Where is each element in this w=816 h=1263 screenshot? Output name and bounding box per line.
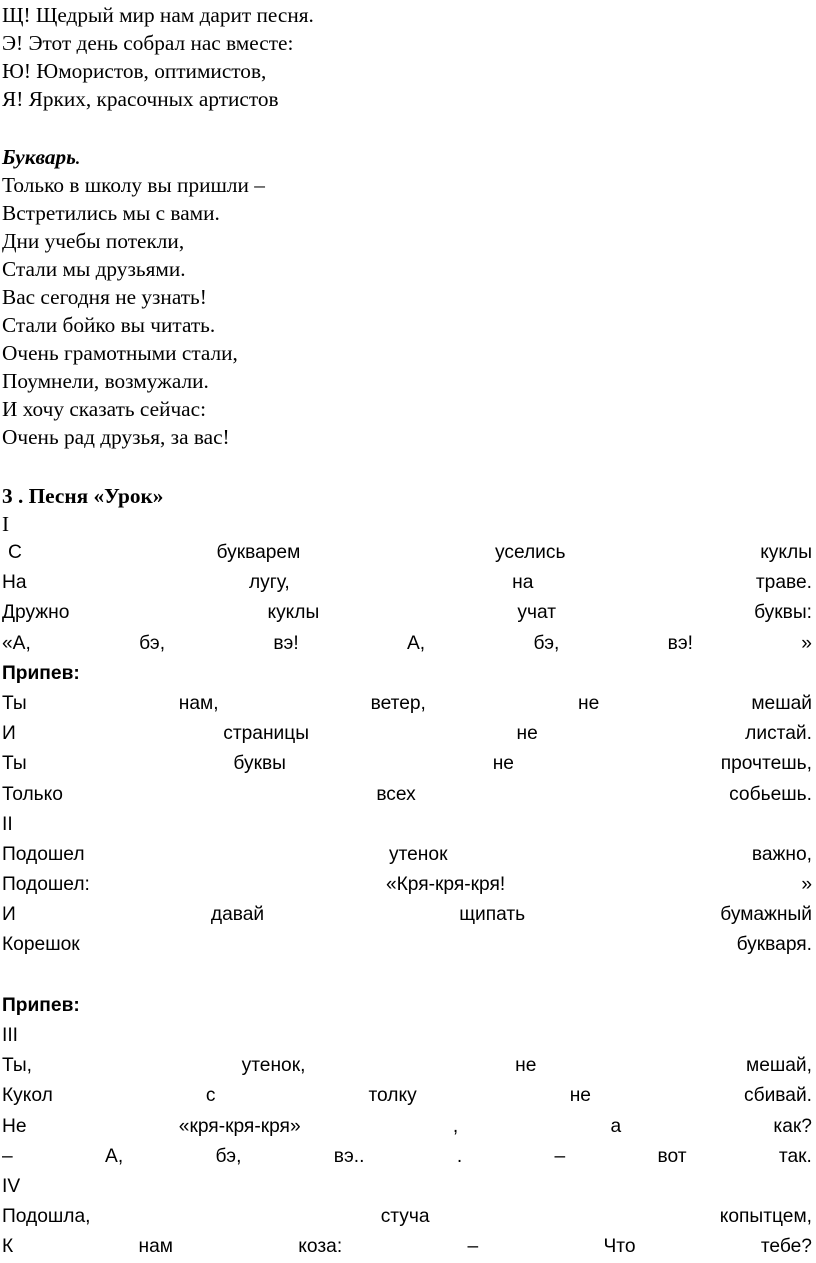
song-word: бэ, — [139, 632, 166, 654]
song-word: не — [516, 723, 538, 745]
song-word: Кукол — [2, 1085, 53, 1107]
verse-label: IV — [2, 1175, 21, 1197]
song-word: как? — [773, 1115, 812, 1137]
song-word: а — [610, 1115, 622, 1137]
song-word: Подошел — [2, 843, 85, 865]
bukvar-poem — [2, 171, 812, 451]
song-word: вот — [657, 1145, 687, 1167]
verse-3 — [2, 1051, 812, 1172]
song-line — [2, 840, 812, 870]
song-line — [2, 780, 812, 810]
song-word: мешай — [751, 692, 812, 714]
poem-line: Только в школу вы пришли – — [2, 173, 265, 197]
song-word: вэ.. — [333, 1145, 365, 1167]
poem-line: И хочу сказать сейчас: — [2, 397, 207, 421]
document-page — [2, 0, 812, 1263]
song-word: всех — [376, 783, 416, 805]
song-word: прочтешь, — [720, 753, 812, 775]
song-word: Ты — [2, 692, 27, 714]
song-word: , — [452, 1115, 459, 1137]
song-word: Не — [2, 1115, 27, 1137]
intro-line: Э! Этот день собрал нас вместе: — [2, 31, 294, 55]
song-line — [2, 719, 812, 749]
poem-line: Стали мы друзьями. — [2, 257, 186, 281]
song-word: утенок — [388, 843, 448, 865]
song-word: «Кря-кря-кря! — [385, 874, 506, 896]
song-word: лугу, — [248, 572, 290, 594]
song-word: Что — [603, 1236, 636, 1258]
song-word: – — [467, 1236, 479, 1258]
song-word: » — [801, 874, 812, 896]
song-line — [2, 598, 812, 628]
song-word: на — [512, 572, 534, 594]
song-word: бэ, — [533, 632, 560, 654]
song-word: И — [2, 723, 16, 745]
song-word: букварем — [216, 542, 301, 563]
song-word: важно, — [751, 843, 812, 865]
song-line — [2, 870, 812, 900]
song-word: толку — [368, 1085, 417, 1107]
song-word: вэ! — [273, 632, 299, 654]
chorus-label: Припев: — [2, 662, 80, 684]
song-word: И — [2, 904, 16, 926]
song-word: мешай, — [746, 1055, 812, 1077]
song-word: куклы — [267, 602, 320, 624]
song-word: страницы — [223, 723, 310, 745]
verse-label: III — [2, 1025, 18, 1046]
song-word: листай. — [745, 723, 812, 745]
song-word: Только — [2, 783, 63, 805]
song-word: буквы — [233, 753, 286, 775]
song-line — [2, 568, 812, 598]
song-word: С — [8, 542, 22, 563]
song-word: Дружно — [2, 602, 70, 624]
song-word: уселись — [494, 542, 566, 563]
song-word: траве. — [755, 572, 812, 594]
song-word: – — [2, 1145, 13, 1167]
song-word: копытцем, — [719, 1206, 812, 1228]
song-word: нам, — [178, 692, 219, 714]
verse-2 — [2, 840, 812, 961]
song-word: куклы — [760, 542, 812, 563]
song-line — [2, 689, 812, 719]
song-word: «А, — [2, 632, 31, 654]
song-word: . — [456, 1145, 463, 1167]
song-line — [2, 1112, 812, 1142]
song-word: утенок, — [241, 1055, 306, 1077]
poem-line: Дни учебы потекли, — [2, 229, 185, 253]
song-word: вэ! — [667, 632, 693, 654]
song-word: Подошел: — [2, 874, 90, 896]
intro-stanza — [2, 0, 812, 538]
song-line — [2, 1142, 812, 1172]
song-word: » — [801, 632, 812, 654]
song-line — [2, 1051, 812, 1081]
bukvar-heading — [2, 141, 812, 171]
song-word: стуча — [380, 1206, 430, 1228]
bukvar-heading-tail: . — [75, 149, 81, 168]
song-word: буквы: — [754, 602, 812, 624]
poem-line: Очень грамотными стали, — [2, 341, 238, 365]
poem-line: Очень рад друзья, за вас! — [2, 425, 230, 449]
song-word: тебе? — [760, 1236, 812, 1258]
song-word: бэ, — [215, 1145, 242, 1167]
song-line — [2, 749, 812, 779]
song-word: щипать — [459, 904, 526, 926]
verse-label: II — [2, 813, 13, 835]
song-word: Подошла, — [2, 1206, 91, 1228]
chorus-label: Припев: — [2, 994, 80, 1016]
song-word: нам — [138, 1236, 173, 1258]
song-word: букваря. — [736, 934, 812, 956]
song-word: коза: — [298, 1236, 343, 1258]
poem-line: Поумнели, возмужали. — [2, 369, 209, 393]
song-word: бумажный — [720, 904, 812, 926]
song-word: А, — [105, 1145, 124, 1167]
song-title: 3 . Песня «Урок» — [2, 484, 164, 508]
song-word: Корешок — [2, 934, 80, 956]
poem-line: Встретились мы с вами. — [2, 201, 220, 225]
verse-1 — [2, 538, 812, 659]
song-word: Ты, — [2, 1055, 32, 1077]
song-word: с — [205, 1085, 216, 1107]
song-word: учат — [517, 602, 557, 624]
song-word: не — [515, 1055, 537, 1077]
chorus — [2, 689, 812, 810]
song-word: собьешь. — [729, 783, 812, 805]
song-line — [2, 1081, 812, 1111]
song-word: сбивай. — [744, 1085, 812, 1107]
song-word: – — [554, 1145, 566, 1167]
song-line — [2, 629, 812, 659]
song-line — [2, 930, 812, 960]
verse-label: I — [2, 512, 10, 536]
song-word: так. — [778, 1145, 812, 1167]
song-body — [2, 538, 812, 1263]
song-word: ветер, — [370, 692, 426, 714]
song-word: не — [569, 1085, 591, 1107]
song-line — [2, 538, 812, 568]
verse-4 — [2, 1202, 812, 1262]
bukvar-heading-text: Букварь — [2, 145, 76, 169]
song-line — [2, 900, 812, 930]
song-word: А, — [406, 632, 426, 654]
poem-line: Вас сегодня не узнать! — [2, 285, 207, 309]
song-line — [2, 1202, 812, 1232]
song-line — [2, 1232, 812, 1262]
song-word: не — [577, 692, 600, 714]
intro-line: Щ! Щедрый мир нам дарит песня. — [2, 3, 314, 27]
song-word: К — [2, 1236, 14, 1258]
intro-line: Ю! Юмористов, оптимистов, — [2, 59, 267, 83]
song-word: «кря-кря-кря» — [178, 1115, 301, 1137]
song-word: давай — [210, 904, 265, 926]
poem-line: Стали бойко вы читать. — [2, 313, 216, 337]
song-word: не — [492, 753, 514, 775]
intro-line: Я! Ярких, красочных артистов — [2, 87, 279, 111]
song-word: На — [2, 572, 27, 594]
song-word: Ты — [2, 753, 27, 775]
